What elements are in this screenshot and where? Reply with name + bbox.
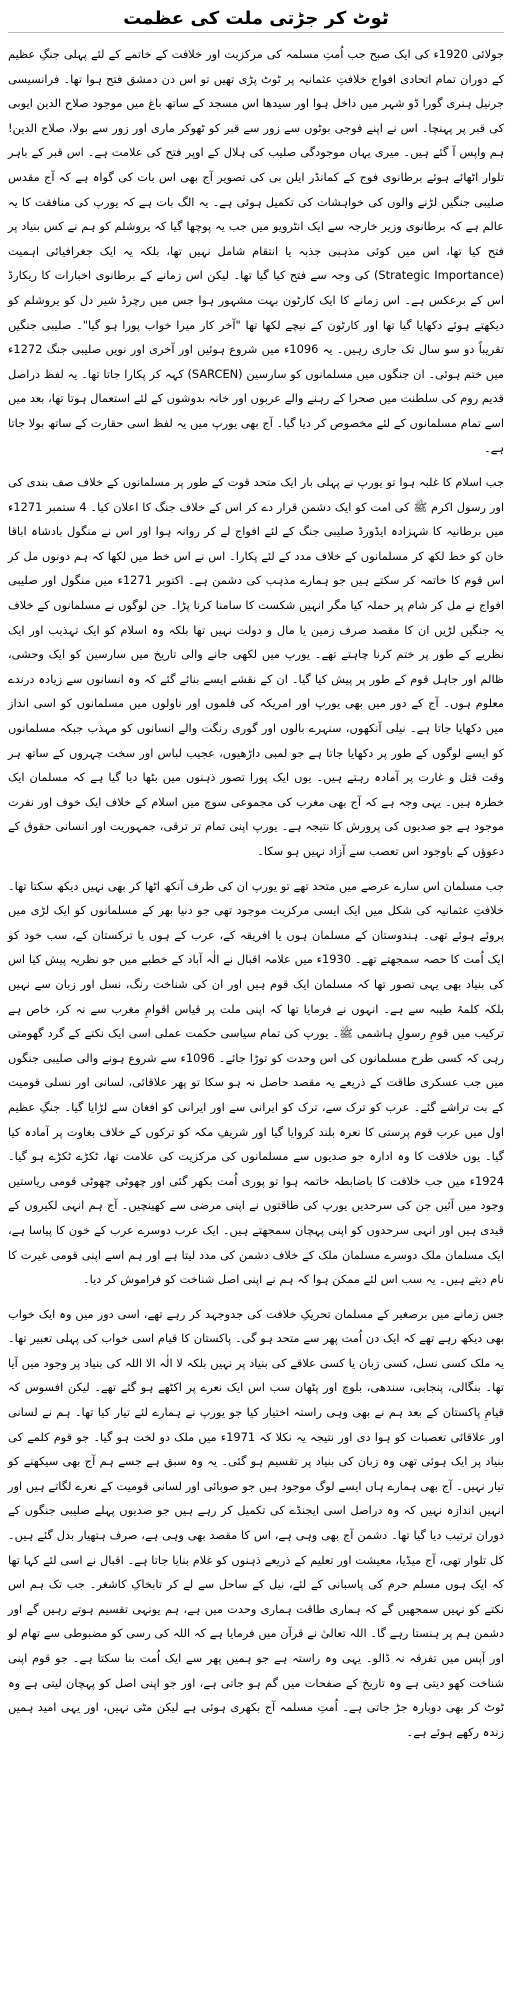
article-paragraph: جس زمانے میں برصغیر کے مسلمان تحریکِ خلافت کی جدوجہد کر رہے تھے، اسی دور میں وہ ایک خواب بھی دیکھ رہے تھے کہ ایک دن اُمت پھر سے متحد ہو گی۔ پاکستان کا قیام اسی خواب کی پہلی تعبیر تھا۔ یہ ملک کسی نسل، کسی زبان یا کسی علاقے کی بنیاد پر نہیں بلکہ لا الٰہ الا اللہ کی بنیاد پر وجود میں آیا تھا۔ بنگالی، پنجابی، سندھی، بلوچ اور پٹھان سب اس ایک نعرے پر اکٹھے ہو گئے تھے۔ لیکن افسوس کہ قیامِ پاکستان کے بعد ہم نے بھی وہی راستہ اختیار کیا جو یورپ نے ہمارے لئے تیار کیا تھا۔ ہم نے لسانی اور علاقائی تعصبات کو ہوا دی اور نتیجہ یہ نکلا کہ 1971ء میں ملک دو لخت ہو گیا۔ جو قوم کلمے کی بنیاد پر ایک ہوئی تھی وہ زبان کی بنیاد پر تقسیم ہو گئی۔ یہ وہ سبق ہے جسے ہم آج بھی سیکھنے کو تیار نہیں۔ آج بھی ہمارے ہاں ایسے لوگ موجود ہیں جو صوبائی اور لسانی قومیت کے نعرے لگاتے ہیں اور انہیں اندازہ نہیں کہ وہ دراصل اسی ایجنڈے کی تکمیل کر رہے ہیں جو صدیوں پہلے صلیبی جنگوں کے دوران ترتیب دیا گیا تھا۔ دشمن آج بھی وہی ہے، اس کا مقصد بھی وہی ہے، صرف ہتھیار بدل گئے ہیں۔ کل تلوار تھی، آج میڈیا، معیشت اور تعلیم کے ذریعے ذہنوں کو غلام بنایا جاتا ہے۔ اقبال نے اسی لئے کہا تھا کہ ایک ہوں مسلم حرم کی پاسبانی کے لئے، نیل کے ساحل سے لے کر تابخاکِ کاشغر۔ جب تک ہم اس نکتے کو نہیں سمجھیں گے کہ ہماری طاقت ہماری وحدت میں ہے، ہم یونہی تقسیم ہوتے رہیں گے اور دشمن ہم پر ہنستا رہے گا۔ اللہ تعالیٰ نے قرآن میں فرمایا ہے کہ اللہ کی رسی کو مضبوطی سے تھام لو اور آپس میں تفرقہ نہ ڈالو۔ یہی وہ راستہ ہے جو ہمیں پھر سے ایک اُمت بنا سکتا ہے۔ جو قوم اپنی شناخت کھو دیتی ہے وہ تاریخ کے صفحات میں گم ہو جاتی ہے، اور جو اپنی اصل کو پہچان لیتی ہے وہ ٹوٹ کر بھی دوبارہ جڑ جاتی ہے۔ اُمتِ مسلمہ آج بکھری ہوئی ہے لیکن مٹی نہیں، اور یہی امید ہمیں زندہ رکھے ہوئے ہے۔ <box>8 1306 504 1739</box>
article-title: ٹوٹ کر جڑتی ملت کی عظمت <box>8 6 504 33</box>
article-paragraph: جولائی 1920ء کی ایک صبح جب اُمتِ مسلمہ کی مرکزیت اور خلافت کے خاتمے کے لئے پہلی جنگِ عظیم کے دوران تمام اتحادی افواج خلافتِ عثمانیہ پر ٹوٹ پڑی تھیں تو اس دن دمشق فتح ہوا تھا۔ فرانسیسی جرنیل ہنری گورا ڈو شہر میں داخل ہوا اور سیدھا اس مسجد کے ساتھ باغ میں موجود صلاح الدین ایوبی کی قبر پر پہنچا۔ اس نے اپنے فوجی بوٹوں سے زور سے قبر کو ٹھوکر ماری اور زور سے بولا، صلاح الدین! ہم واپس آ گئے ہیں۔ میری یہاں موجودگی صلیب کی ہلال کے اوپر فتح کی علامت ہے۔ اس قبر کے باہر تلوار اٹھائے ہوئے برطانوی فوج کے کمانڈر ایلن بی کی تصویر آج بھی اس بات کی گواہ ہے کہ آج مقدس صلیبی جنگیں لڑنے والوں کی خواہشات کی تکمیل ہوئی ہے۔ یہ الگ بات ہے کہ یورپ کی منافقت کا یہ عالم ہے کہ برطانوی وزیر خارجہ سے ایک انٹرویو میں جب یہ پوچھا گیا کہ یروشلم کو ہم نے کس بنیاد پر فتح کیا تھا، اس میں کوئی مذہبی جذبہ یا انتقام شامل نہیں تھا، بلکہ یہ ایک جغرافیائی اہمیت (Strategic Importance) کی وجہ سے فتح کیا گیا تھا۔ لیکن اس زمانے کے برطانوی اخبارات کا ریکارڈ اس کے برعکس ہے۔ اس زمانے کا ایک کارٹون بہت مشہور ہوا جس میں رچرڈ شیر دل کو یروشلم کو دیکھتے ہوئے دکھایا گیا تھا اور کارٹون کے نیچے لکھا تھا "آخر کار میرا خواب پورا ہو گیا"۔ صلیبی جنگیں تقریباً دو سو سال تک جاری رہیں۔ یہ 1096ء میں شروع ہوئیں اور آخری اور نویں صلیبی جنگ 1272ء میں ختم ہوئی۔ ان جنگوں میں مسلمانوں کو سارسین (SARCEN) کہہ کر پکارا جاتا تھا۔ یہ لفظ دراصل قدیم روم کی سلطنت میں صحرا کے رہنے والے عربوں اور خانہ بدوشوں کے لئے استعمال ہوتا تھا، بعد میں اسے تمام مسلمانوں کے لئے مخصوص کر دیا گیا۔ آج بھی یورپ میں یہ لفظ اسی حقارت کے ساتھ بولا جاتا ہے۔ <box>8 47 504 455</box>
article-body <box>8 42 504 1744</box>
article-paragraph: جب مسلمان اس سارے عرصے میں متحد تھے تو یورپ ان کی طرف آنکھ اٹھا کر بھی نہیں دیکھ سکتا تھا۔ خلافتِ عثمانیہ کی شکل میں ایک ایسی مرکزیت موجود تھی جو دنیا بھر کے مسلمانوں کو ایک لڑی میں پروئے ہوئے تھی۔ ہندوستان کے مسلمان ہوں یا افریقہ کے، عرب کے ہوں یا ترکستان کے، سب خود کو ایک اُمت کا حصہ سمجھتے تھے۔ 1930ء میں علامہ اقبال نے الٰہ آباد کے خطبے میں جو نظریہ پیش کیا اس کی بنیاد بھی یہی تصور تھا کہ مسلمان ایک قوم ہیں اور ان کی شناخت رنگ، نسل اور زبان سے نہیں بلکہ کلمۂ طیبہ سے ہے۔ انہوں نے فرمایا تھا کہ اپنی ملت پر قیاس اقوامِ مغرب سے نہ کر، خاص ہے ترکیب میں قومِ رسولِ ہاشمی ﷺ۔ یورپ کی تمام سیاسی حکمت عملی اسی ایک نکتے کے گرد گھومتی رہی کہ کسی طرح مسلمانوں کی اس وحدت کو توڑا جائے۔ 1096ء سے شروع ہونے والی صلیبی جنگوں میں جب عسکری طاقت کے ذریعے یہ مقصد حاصل نہ ہو سکا تو پھر علاقائی، لسانی اور نسلی قومیت کے بت تراشے گئے۔ عرب کو ترک سے، ترک کو ایرانی سے اور ایرانی کو افغان سے لڑایا گیا۔ جنگِ عظیم اول میں عرب قوم پرستی کا نعرہ بلند کروایا گیا اور شریفِ مکہ کو ترکوں کے خلاف بغاوت پر آمادہ کیا گیا۔ یوں خلافت کا وہ ادارہ جو صدیوں سے مسلمانوں کی مرکزیت کی علامت تھا، ٹکڑے ٹکڑے ہو گیا۔ 1924ء میں جب خلافت کا باضابطہ خاتمہ ہوا تو پوری اُمت بکھر گئی اور چھوٹی چھوٹی قومی ریاستیں وجود میں آئیں جن کی سرحدیں یورپ کی طاقتوں نے اپنی مرضی سے کھینچیں۔ آج ہم انہی لکیروں کے قیدی ہیں اور انہی سرحدوں کو اپنی پہچان سمجھتے ہیں۔ ایک عرب دوسرے عرب کے خون کا پیاسا ہے، ایک مسلمان ملک دوسرے مسلمان ملک کے خلاف دشمن کی مدد لیتا ہے اور ہم اسے اپنی قومی غیرت کا نام دیتے ہیں۔ یہ سب اس لئے ممکن ہوا کہ ہم نے اپنی اصل شناخت کو فراموش کر دیا۔ <box>8 878 504 1287</box>
article-paragraph: جب اسلام کا غلبہ ہوا تو یورپ نے پہلی بار ایک متحد قوت کے طور پر مسلمانوں کے خلاف صف بندی کی اور رسول اکرم ﷺ کی امت کو ایک دشمن قرار دے کر اس کے خلاف جنگ کا اعلان کیا۔ 4 ستمبر 1271ء میں برطانیہ کا شہزادہ ایڈورڈ صلیبی جنگ کے لئے افواج لے کر روانہ ہوا اور اس نے منگول بادشاہ اباقا خان کو خط لکھ کر مسلمانوں کے خلاف مدد کے لئے پکارا۔ اس نے اس خط میں لکھا کہ ہم دونوں مل کر اس قوم کا خاتمہ کر سکتے ہیں جو ہمارے مذہب کی دشمن ہے۔ اکتوبر 1271ء میں منگول اور صلیبی افواج نے مل کر شام پر حملہ کیا مگر انہیں شکست کا سامنا کرنا پڑا۔ جن لوگوں نے مسلمانوں کے خلاف یہ جنگیں لڑیں ان کا مقصد صرف زمین یا مال و دولت نہیں تھا بلکہ وہ اسلام کو ایک تہذیب اور ایک نظریے کے طور پر ختم کرنا چاہتے تھے۔ یورپ میں لکھی جانے والی تاریخ میں سارسین کو ایک وحشی، ظالم اور جاہل قوم کے طور پر پیش کیا گیا۔ ان کے نقشے ایسے بنائے گئے کہ وہ انسانوں سے زیادہ درندے معلوم ہوں۔ آج کے دور میں بھی یورپ اور امریکہ کی فلموں اور ناولوں میں مسلمانوں کو اسی انداز میں دکھایا جاتا ہے۔ نیلی آنکھوں، سنہرے بالوں اور گوری رنگت والے انسانوں کو مہذب جبکہ مسلمانوں کو ایسے لوگوں کے طور پر دکھایا جاتا ہے جو لمبی داڑھیوں، عجیب لباس اور سخت چہروں کے ساتھ ہر وقت قتل و غارت پر آمادہ رہتے ہیں۔ یوں ایک پورا تصور ذہنوں میں بٹھا دیا گیا ہے کہ مسلمان ایک خطرہ ہیں۔ یہی وجہ ہے کہ آج بھی مغرب کی مجموعی سوچ میں اسلام کے خلاف ایک خوف اور نفرت موجود ہے جو صدیوں کی پرورش کا نتیجہ ہے۔ یورپ اپنی تمام تر ترقی، جمہوریت اور انسانی حقوق کے دعوؤں کے باوجود اس تعصب سے آزاد نہیں ہو سکا۔ <box>8 475 505 858</box>
